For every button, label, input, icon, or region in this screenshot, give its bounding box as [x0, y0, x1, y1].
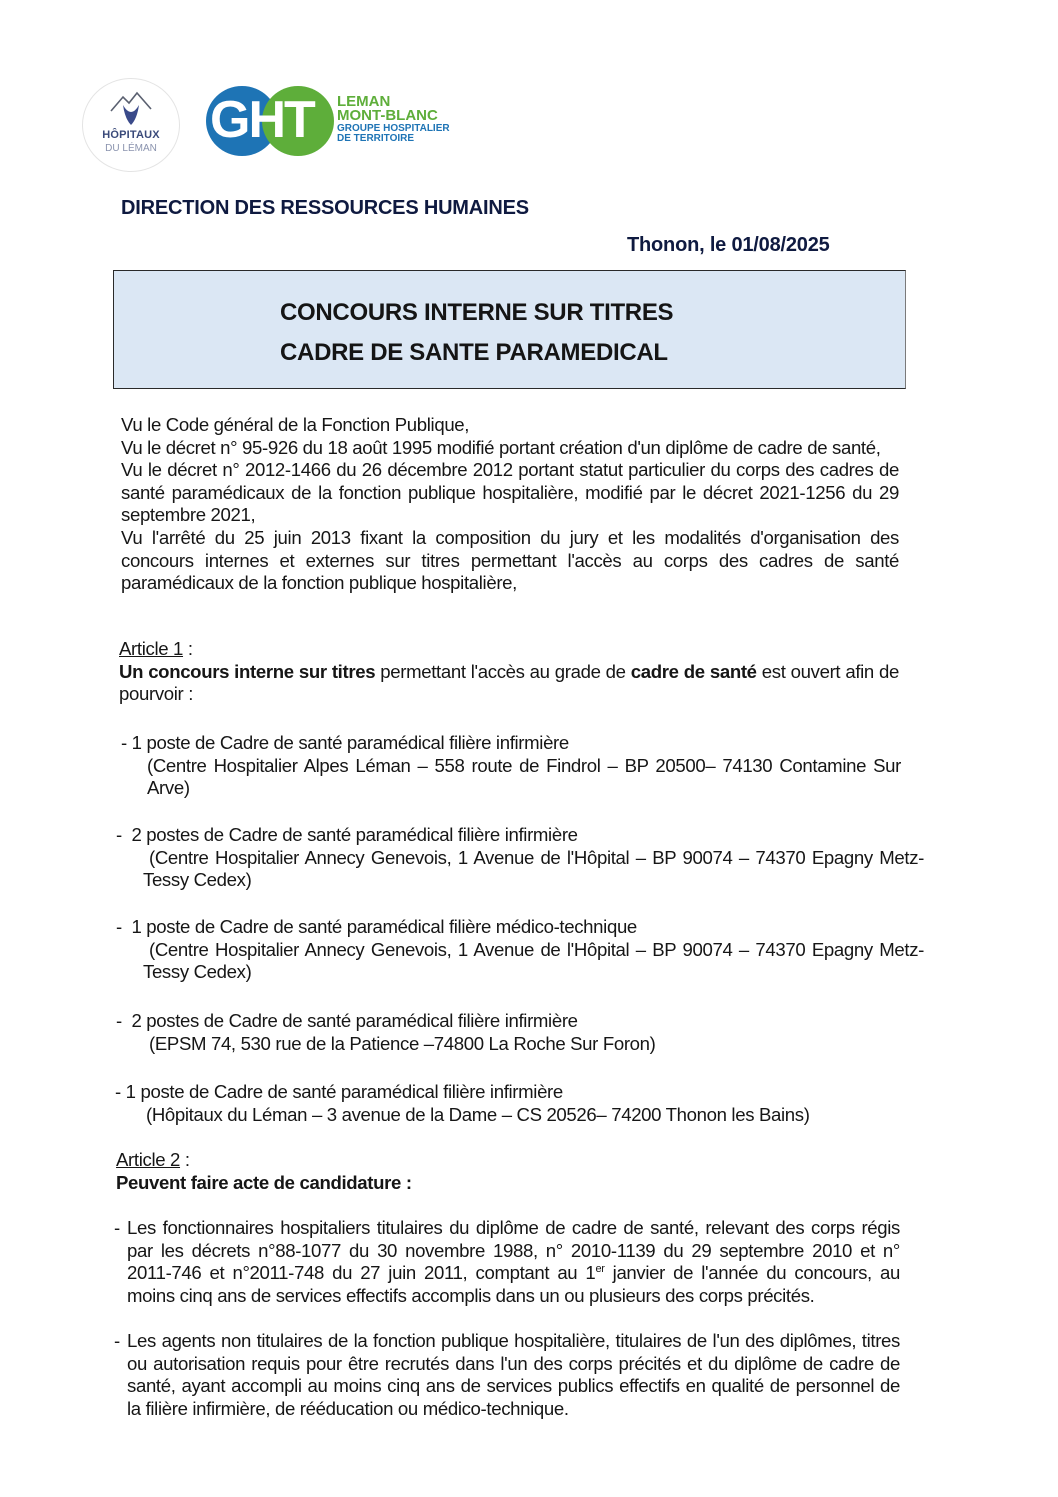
department-heading: DIRECTION DES RESSOURCES HUMAINES — [121, 197, 529, 219]
article-2-lead: Peuvent faire acte de candidature : — [116, 1171, 412, 1193]
candidate-text-part-1: Les fonctionnaires hospitaliers titulaires du diplôme de cadre de santé, relevant des corps régis par les décrets n°88-1077 du 30 novembre 1988, n° 2010-1139 du 29 septembre 2010 et n° 2011-746 et n°2011-748 du 27 juin 2011, comptant au 1 — [127, 1217, 900, 1284]
post-item-4 — [116, 1010, 924, 1055]
article-2-heading — [116, 1149, 900, 1172]
ght-text-mont-blanc: MONT-BLANC — [337, 107, 438, 124]
ght-text-groupe-hospitalier: GROUPE HOSPITALIER — [337, 123, 450, 134]
consideration-4: Vu l'arrêté du 25 juin 2013 fixant la composition du jury et les modalités d'organisation des concours internes et externes sur titres permettant l'accès au corps des cadres de santé paramédicaux de la fonction publique hospitalière, — [121, 526, 899, 594]
article-2-label-suffix: : — [180, 1149, 190, 1170]
title-line-1: CONCOURS INTERNE SUR TITRES — [280, 299, 674, 326]
post-address: (EPSM 74, 530 rue de la Patience –74800 La Roche Sur Foron) — [149, 1032, 656, 1054]
candidate-item-1 — [114, 1217, 900, 1307]
candidate-text: Les agents non titulaires de la fonction publique hospitalière, titulaires de l'un des diplômes, titres ou autorisation requis pour être recrutés dans l'un des corps précités et du diplôme de cadre de santé, ayant accompli au moins cinq ans de services publics effectifs en qualité de personnel de la filière infirmière, de rééducation ou médico-technique. — [127, 1330, 900, 1419]
logo-text-hopitaux: HÔPITAUX — [102, 129, 160, 141]
post-address: (Centre Hospitalier Annecy Genevois, 1 Avenue de l'Hôpital – BP 90074 – 74370 Epagny Metz-Tessy Cedex) — [143, 846, 924, 891]
post-dash: - — [116, 1010, 132, 1031]
post-title: 1 poste de Cadre de santé paramédical filière infirmière — [125, 1081, 563, 1102]
post-item-5 — [115, 1081, 923, 1126]
intro-mid: permettant l'accès au grade de — [375, 660, 631, 682]
title-line-2: CADRE DE SANTE PARAMEDICAL — [280, 339, 668, 366]
candidate-dash: - — [114, 1330, 120, 1351]
intro-end: est ouvert afin de pourvoir : — [119, 660, 899, 705]
post-address: (Centre Hospitalier Alpes Léman – 558 route de Findrol – BP 20500– 74130 Contamine Sur Arve) — [147, 754, 901, 799]
consideration-3: Vu le décret n° 2012-1466 du 26 décembre 2012 portant statut particulier du corps des cadres de santé paramédicaux de la fonction publique hospitalière, modifié par le décret 2021-1256 du 29 septembre 2021, — [121, 459, 899, 526]
post-dash: - — [115, 1081, 126, 1102]
post-title: 1 poste de Cadre de santé paramédical filière infirmière — [131, 732, 569, 753]
article-1-intro — [119, 661, 899, 706]
place-and-date: Thonon, le 01/08/2025 — [627, 234, 830, 256]
ght-leman-mont-blanc-logo — [206, 86, 476, 156]
post-dash: - — [116, 824, 132, 845]
post-item-1 — [121, 732, 901, 800]
candidate-text-part-2: janvier de l'année du concours, au moins cinq ans de services effectifs accomplis dans un ou plusieurs des corps précités. — [127, 1262, 900, 1306]
hopitaux-du-leman-logo — [82, 78, 180, 172]
article-2-label: Article 2 — [116, 1149, 181, 1170]
candidate-dash: - — [114, 1217, 120, 1238]
article-1-heading — [119, 638, 899, 661]
post-title: 2 postes de Cadre de santé paramédical filière infirmière — [131, 824, 578, 845]
post-dash: - — [121, 732, 132, 753]
logo-text-du-leman: DU LÉMAN — [105, 143, 157, 154]
ght-letters: GHT — [210, 91, 314, 149]
intro-bold-1: Un concours interne sur titres — [119, 660, 376, 682]
considerations — [121, 414, 899, 595]
ght-text-de-territoire: DE TERRITOIRE — [337, 133, 415, 144]
post-item-3 — [116, 916, 924, 984]
consideration-1: Vu le Code général de la Fonction Publique, — [121, 414, 470, 435]
ordinal-superscript: er — [595, 1263, 605, 1276]
post-title: 2 postes de Cadre de santé paramédical filière infirmière — [131, 1010, 578, 1031]
post-title: 1 poste de Cadre de santé paramédical filière médico-technique — [131, 916, 637, 937]
candidate-text — [127, 1217, 900, 1307]
mountain-bird-icon — [109, 89, 153, 129]
post-dash: - — [116, 916, 132, 937]
article-2 — [116, 1149, 900, 1194]
consideration-2: Vu le décret n° 95-926 du 18 août 1995 modifié portant création d'un diplôme de cadre de santé, — [121, 436, 881, 458]
post-item-2 — [116, 824, 924, 892]
article-1-label-suffix: : — [183, 638, 193, 659]
ght-text-leman: LEMAN — [337, 93, 391, 110]
article-1-label: Article 1 — [119, 638, 184, 659]
intro-bold-2: cadre de santé — [630, 660, 757, 682]
post-address: (Centre Hospitalier Annecy Genevois, 1 Avenue de l'Hôpital – BP 90074 – 74370 Epagny Metz-Tessy Cedex) — [143, 938, 924, 983]
article-1 — [119, 638, 899, 706]
candidate-item-2 — [114, 1330, 900, 1420]
title-box — [113, 270, 906, 389]
post-address: (Hôpitaux du Léman – 3 avenue de la Dame – CS 20526– 74200 Thonon les Bains) — [146, 1103, 810, 1125]
